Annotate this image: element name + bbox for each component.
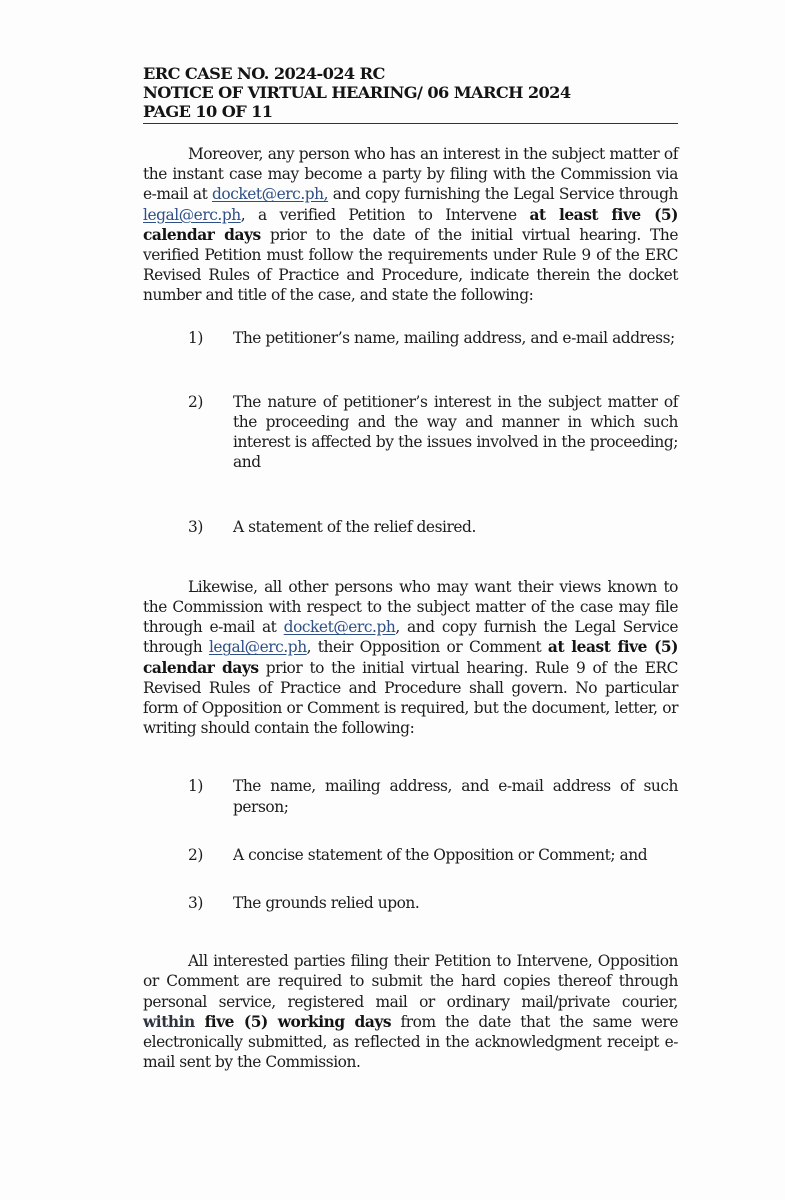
page-header [143, 64, 678, 124]
text-run: , a verified Petition to Intervene [240, 205, 530, 224]
list-number: 1) [188, 777, 203, 796]
text-run: Moreover, any person who has an interest in the subject matter of the instant case may become a party by filing with the Commission via e-mail at [143, 145, 678, 204]
list-text: The petitioner’s name, mailing address, and e-mail address; [233, 328, 675, 347]
list-text: The nature of petitioner’s interest in the subject matter of the proceeding and the way and manner in which such interest is affected by the issues involved in the proceeding; and [233, 392, 678, 472]
list-text: The name, mailing address, and e-mail address of such person; [233, 777, 678, 816]
list-item [143, 893, 678, 913]
list-number: 2) [188, 392, 203, 411]
list-item [143, 517, 678, 537]
text-run: prior to the initial virtual hearing. Rule 9 of the ERC Revised Rules of Practice and Procedure shall govern. No particular form of Opposition or Comment is required, but the document, letter, or writing should contain the following: [143, 658, 678, 738]
legal-email-link[interactable]: legal@erc.ph [208, 638, 307, 657]
deadline-emphasis: at least five (5) calendar days [143, 205, 678, 244]
list-item [143, 392, 678, 473]
list-text: A concise statement of the Opposition or Comment; and [233, 845, 648, 864]
text-run: , and copy furnish the Legal Service through [143, 618, 678, 657]
notice-title: NOTICE OF VIRTUAL HEARING/ 06 MARCH 2024 [143, 83, 571, 102]
paragraph-intervention [143, 144, 678, 306]
docket-email-link[interactable]: docket@erc.ph [283, 618, 396, 637]
text-run: prior to the date of the initial virtual hearing. The verified Petition must follow the requirements under Rule 9 of the ERC Revised Rules of Practice and Procedure, indicate therein the docket number and title of the case, and state the following: [143, 225, 678, 305]
text-run: and copy furnishing the Legal Service through [328, 185, 679, 204]
document-page [143, 64, 678, 1073]
list-number: 1) [188, 328, 203, 347]
text-run: from the date that the same were electronically submitted, as reflected in the acknowledgment receipt e-mail sent by the Commission. [143, 1012, 679, 1072]
list-text: A statement of the relief desired. [233, 517, 476, 536]
text-run: All interested parties filing their Petition to Intervene, Opposition or Comment are required to submit the hard copies thereof through personal service, registered mail or ordinary mail/private courier, [143, 952, 678, 1011]
legal-email-link[interactable]: legal@erc.ph [143, 205, 241, 224]
list-number: 3) [188, 894, 203, 913]
page-number: PAGE 10 OF 11 [143, 102, 273, 121]
list-item [143, 776, 678, 816]
list-text: The grounds relied upon. [233, 894, 420, 913]
text-run: , their Opposition or Comment [306, 638, 548, 657]
petition-requirements-list [143, 328, 678, 537]
paragraph-opposition [143, 577, 678, 739]
list-number: 2) [188, 845, 203, 864]
within-emphasis: within [143, 1012, 195, 1031]
text-run: Likewise, all other persons who may want their views known to the Commission with respect to the subject matter of the case may file through e-mail at [143, 577, 678, 637]
docket-email-link[interactable]: docket@erc.ph, [212, 185, 329, 204]
list-number: 3) [188, 517, 203, 536]
deadline-emphasis: five (5) working days [194, 1012, 392, 1031]
list-item [143, 328, 678, 348]
deadline-emphasis: at least five (5) calendar days [143, 638, 678, 677]
list-item [143, 845, 678, 865]
case-number: ERC CASE NO. 2024-024 RC [143, 64, 385, 83]
opposition-requirements-list [143, 776, 678, 913]
paragraph-hard-copies [143, 951, 678, 1072]
